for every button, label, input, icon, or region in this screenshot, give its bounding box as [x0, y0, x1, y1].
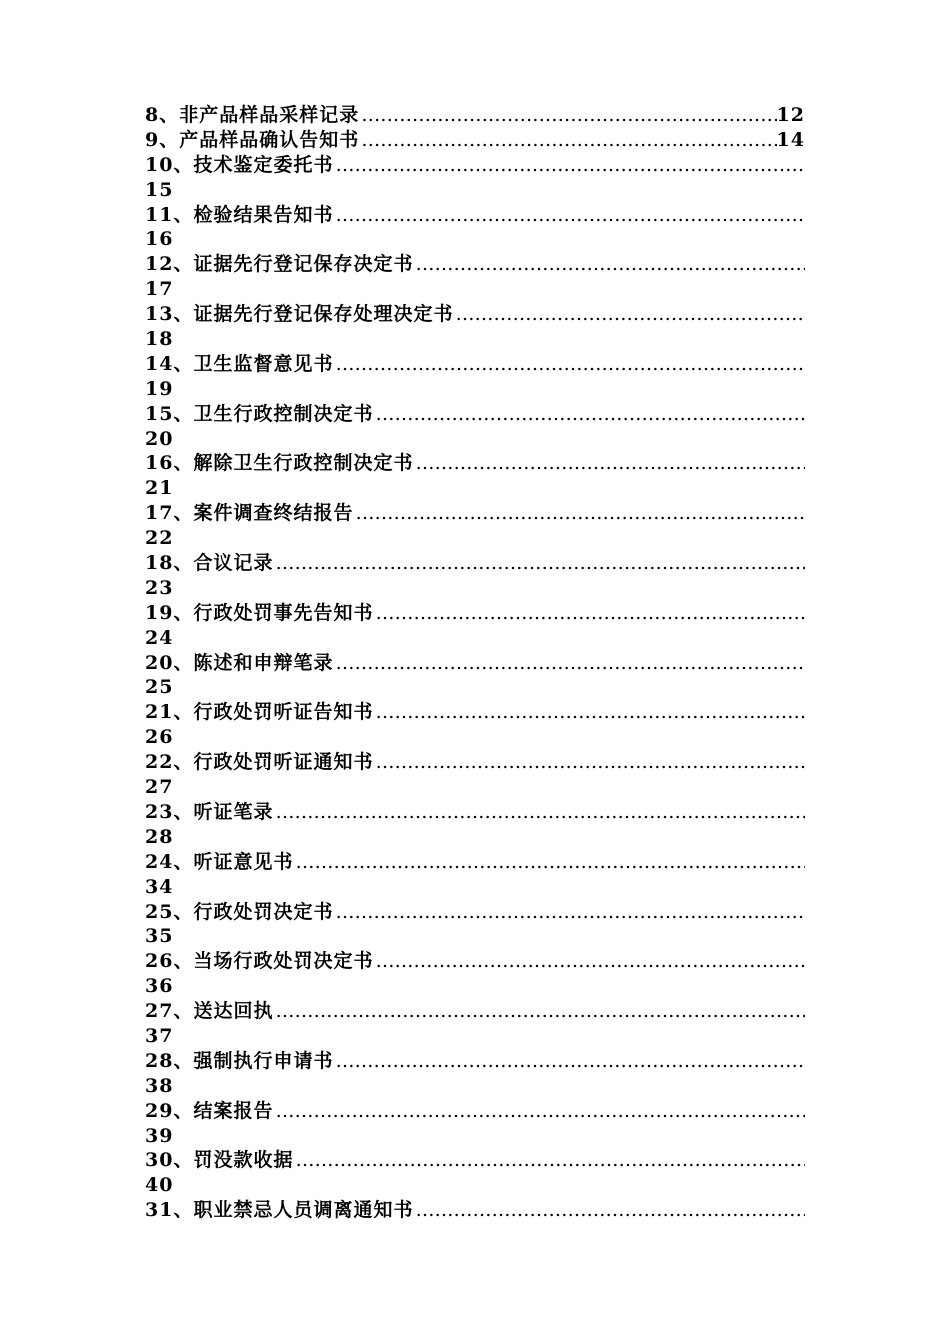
toc-entry-line — [145, 750, 805, 775]
toc-entry-title: 送达回执 — [193, 1000, 274, 1023]
toc-entry-title: 听证笔录 — [193, 800, 274, 823]
toc-entry-line — [145, 252, 805, 277]
toc-entry-number: 18、 — [145, 552, 194, 575]
toc-entry-15 — [145, 750, 805, 800]
toc-leader-dots — [275, 999, 805, 1024]
toc-leader-dots — [275, 1099, 805, 1124]
toc-entry-number: 8、 — [145, 104, 180, 126]
toc-entry-line — [145, 1198, 805, 1223]
toc-entry-page-number: 17 — [145, 278, 174, 301]
toc-entry-19 — [145, 949, 805, 999]
toc-entry-number: 21、 — [145, 701, 194, 724]
toc-entry-4 — [145, 203, 805, 253]
toc-entry-3 — [145, 153, 805, 203]
toc-entry-title: 职业禁忌人员调离通知书 — [193, 1199, 414, 1222]
toc-entry-title: 强制执行申请书 — [193, 1049, 334, 1072]
toc-entry-line — [145, 153, 805, 178]
toc-entry-line — [145, 949, 805, 974]
toc-entry-number: 9、 — [145, 128, 180, 151]
toc-entry-page-number: 35 — [145, 925, 174, 948]
toc-entry-number: 12、 — [145, 253, 194, 276]
toc-entry-number: 14、 — [145, 352, 194, 375]
toc-entry-line — [145, 850, 805, 875]
toc-leader-dots — [375, 601, 805, 626]
toc-entry-page-number: 18 — [145, 328, 174, 351]
toc-leader-dots — [455, 302, 805, 327]
toc-entry-24 — [145, 1198, 805, 1223]
toc-entry-7 — [145, 352, 805, 402]
toc-entry-page-number: 19 — [145, 377, 174, 400]
toc-entry-number: 11、 — [145, 203, 194, 226]
toc-entry-number: 23、 — [145, 800, 194, 823]
toc-entry-line — [145, 999, 805, 1024]
toc-entry-title: 罚没款收据 — [193, 1149, 294, 1172]
toc-entry-16 — [145, 800, 805, 850]
toc-entry-page-number: 20 — [145, 427, 174, 450]
toc-entry-23 — [145, 1148, 805, 1198]
toc-entry-number: 25、 — [145, 900, 194, 923]
toc-leader-dots — [361, 103, 776, 128]
toc-entry-title: 卫生行政控制决定书 — [193, 402, 374, 425]
toc-entry-line — [145, 103, 805, 128]
toc-entry-title: 陈述和申辩笔录 — [193, 651, 334, 674]
toc-leader-dots — [335, 352, 805, 377]
toc-entry-18 — [145, 900, 805, 950]
toc-entry-page-number: 15 — [145, 178, 174, 201]
toc-entry-page-number: 34 — [145, 875, 174, 898]
toc-entry-title: 行政处罚听证通知书 — [193, 751, 374, 774]
toc-entry-number: 22、 — [145, 751, 194, 774]
toc-entry-title: 证据先行登记保存处理决定书 — [193, 303, 454, 326]
toc-entry-page-number: 12 — [776, 104, 805, 126]
toc-entry-page-number: 37 — [145, 1024, 174, 1047]
toc-entry-17 — [145, 850, 805, 900]
toc-entry-page-number: 21 — [145, 477, 174, 500]
toc-leader-dots — [415, 451, 805, 476]
toc-entry-line — [145, 551, 805, 576]
toc-entry-6 — [145, 302, 805, 352]
toc-entry-page-number: 14 — [776, 128, 805, 151]
toc-entry-title: 产品样品确认告知书 — [179, 128, 360, 151]
table-of-contents — [145, 103, 805, 1223]
toc-entry-number: 24、 — [145, 850, 194, 873]
toc-entry-line — [145, 402, 805, 427]
toc-entry-line — [145, 451, 805, 476]
toc-leader-dots — [361, 128, 776, 153]
toc-entry-line — [145, 128, 805, 153]
toc-entry-page-number: 39 — [145, 1124, 174, 1147]
toc-entry-page-number: 23 — [145, 576, 174, 599]
toc-entry-page-number: 36 — [145, 975, 174, 998]
toc-entry-page-number: 22 — [145, 527, 174, 550]
toc-leader-dots — [275, 551, 805, 576]
toc-entry-page-number: 16 — [145, 228, 174, 251]
toc-entry-number: 30、 — [145, 1149, 194, 1172]
toc-entry-title: 行政处罚事先告知书 — [193, 601, 374, 624]
toc-entry-title: 结案报告 — [193, 1099, 274, 1122]
toc-entry-number: 20、 — [145, 651, 194, 674]
toc-entry-line — [145, 651, 805, 676]
toc-entry-number: 19、 — [145, 601, 194, 624]
toc-entry-page-number: 40 — [145, 1174, 174, 1197]
toc-leader-dots — [335, 651, 805, 676]
toc-entry-number: 28、 — [145, 1049, 194, 1072]
toc-entry-line — [145, 501, 805, 526]
toc-entry-line — [145, 601, 805, 626]
toc-entry-page-number: 38 — [145, 1074, 174, 1097]
toc-leader-dots — [275, 800, 805, 825]
toc-entry-page-number: 27 — [145, 776, 174, 799]
toc-entry-8 — [145, 402, 805, 452]
toc-entry-line — [145, 1099, 805, 1124]
toc-entry-12 — [145, 601, 805, 651]
toc-entry-number: 27、 — [145, 1000, 194, 1023]
toc-entry-5 — [145, 252, 805, 302]
toc-entry-line — [145, 700, 805, 725]
toc-leader-dots — [375, 949, 805, 974]
toc-entry-14 — [145, 700, 805, 750]
toc-entry-page-number: 25 — [145, 676, 174, 699]
toc-leader-dots — [415, 252, 805, 277]
toc-entry-13 — [145, 651, 805, 701]
toc-leader-dots — [335, 153, 805, 178]
toc-entry-page-number: 26 — [145, 726, 174, 749]
toc-entry-title: 卫生监督意见书 — [193, 352, 334, 375]
toc-leader-dots — [375, 750, 805, 775]
toc-entry-line — [145, 352, 805, 377]
toc-entry-title: 检验结果告知书 — [193, 203, 334, 226]
toc-leader-dots — [415, 1198, 805, 1223]
toc-entry-number: 26、 — [145, 950, 194, 973]
toc-entry-line — [145, 800, 805, 825]
toc-leader-dots — [375, 700, 805, 725]
toc-leader-dots — [295, 1148, 805, 1173]
toc-entry-title: 非产品样品采样记录 — [179, 104, 360, 126]
toc-entry-line — [145, 302, 805, 327]
toc-entry-20 — [145, 999, 805, 1049]
toc-entry-10 — [145, 501, 805, 551]
toc-entry-number: 10、 — [145, 153, 194, 176]
toc-entry-number: 15、 — [145, 402, 194, 425]
toc-entry-number: 29、 — [145, 1099, 194, 1122]
toc-entry-21 — [145, 1049, 805, 1099]
toc-leader-dots — [295, 850, 805, 875]
toc-entry-number: 17、 — [145, 502, 194, 525]
toc-entry-line — [145, 900, 805, 925]
toc-leader-dots — [335, 203, 805, 228]
toc-entry-title: 合议记录 — [193, 552, 274, 575]
toc-entry-title: 案件调查终结报告 — [193, 502, 354, 525]
toc-entry-line — [145, 203, 805, 228]
toc-entry-1 — [145, 103, 805, 128]
toc-entry-title: 解除卫生行政控制决定书 — [193, 452, 414, 475]
toc-entry-title: 行政处罚决定书 — [193, 900, 334, 923]
toc-entry-page-number: 28 — [145, 825, 174, 848]
toc-entry-title: 技术鉴定委托书 — [193, 153, 334, 176]
toc-entry-2 — [145, 128, 805, 153]
toc-entry-page-number: 24 — [145, 626, 174, 649]
toc-entry-title: 当场行政处罚决定书 — [193, 950, 374, 973]
toc-entry-title: 听证意见书 — [193, 850, 294, 873]
toc-entry-number: 31、 — [145, 1199, 194, 1222]
toc-entry-line — [145, 1148, 805, 1173]
toc-entry-title: 行政处罚听证告知书 — [193, 701, 374, 724]
toc-entry-title: 证据先行登记保存决定书 — [193, 253, 414, 276]
toc-entry-line — [145, 1049, 805, 1074]
toc-entry-11 — [145, 551, 805, 601]
toc-leader-dots — [335, 900, 805, 925]
toc-entry-22 — [145, 1099, 805, 1149]
toc-entry-number: 16、 — [145, 452, 194, 475]
toc-leader-dots — [375, 402, 805, 427]
toc-leader-dots — [355, 501, 805, 526]
toc-entry-9 — [145, 451, 805, 501]
toc-leader-dots — [335, 1049, 805, 1074]
toc-entry-number: 13、 — [145, 303, 194, 326]
